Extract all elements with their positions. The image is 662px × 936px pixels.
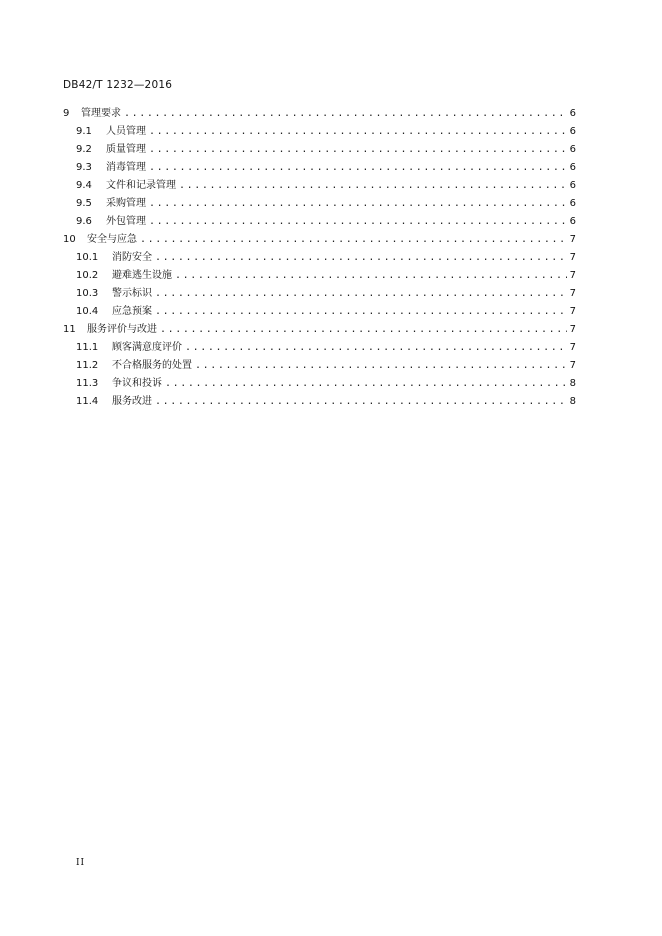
toc-entry-number: 11.4 — [76, 396, 99, 407]
toc-dot-leader — [149, 159, 567, 177]
toc-dot-leader — [149, 141, 567, 159]
document-code: DB42/T 1232—2016 — [63, 79, 173, 91]
page-number: II — [76, 858, 86, 868]
toc-entry-title: 管理要求 — [81, 108, 121, 119]
toc-entry-number: 10.4 — [76, 306, 99, 317]
toc-entry-number: 9.3 — [76, 162, 92, 173]
toc-entry-9-5[interactable] — [63, 195, 576, 213]
toc-entry-title: 服务改进 — [112, 396, 152, 407]
toc-entry-number: 9.5 — [76, 198, 92, 209]
toc-entry-9[interactable] — [63, 105, 576, 123]
toc-entry-page: 7 — [569, 360, 576, 371]
toc-dot-leader — [195, 357, 567, 375]
toc-entry-number: 10.3 — [76, 288, 99, 299]
toc-entry-page: 6 — [569, 108, 576, 119]
toc-entry-page: 8 — [569, 396, 576, 407]
toc-entry-number: 10 — [63, 234, 76, 245]
toc-entry-title: 采购管理 — [106, 198, 146, 209]
toc-entry-9-4[interactable] — [63, 177, 576, 195]
toc-entry-title: 质量管理 — [106, 144, 146, 155]
toc-entry-title: 文件和记录管理 — [106, 180, 176, 191]
toc-dot-leader — [140, 231, 567, 249]
toc-dot-leader — [124, 105, 567, 123]
toc-entry-title: 服务评价与改进 — [87, 324, 157, 335]
toc-dot-leader — [155, 393, 567, 411]
toc-entry-number: 9.1 — [76, 126, 92, 137]
toc-entry-title: 不合格服务的处置 — [112, 360, 192, 371]
toc-entry-number: 9.6 — [76, 216, 92, 227]
toc-entry-number: 9 — [63, 108, 70, 119]
toc-entry-page: 7 — [569, 324, 576, 335]
toc-entry-title: 消毒管理 — [106, 162, 146, 173]
toc-entry-number: 10.2 — [76, 270, 99, 281]
toc-entry-10-1[interactable] — [63, 249, 576, 267]
toc-dot-leader — [155, 249, 567, 267]
toc-dot-leader — [165, 375, 567, 393]
toc-entry-10-3[interactable] — [63, 285, 576, 303]
toc-entry-title: 警示标识 — [112, 288, 152, 299]
toc-entry-11-4[interactable] — [63, 393, 576, 411]
toc-entry-9-3[interactable] — [63, 159, 576, 177]
toc-dot-leader — [149, 213, 567, 231]
toc-entry-title: 安全与应急 — [87, 234, 137, 245]
toc-entry-page: 6 — [569, 180, 576, 191]
toc-entry-11-1[interactable] — [63, 339, 576, 357]
toc-entry-title: 消防安全 — [112, 252, 152, 263]
toc-entry-10-2[interactable] — [63, 267, 576, 285]
toc-entry-11-3[interactable] — [63, 375, 576, 393]
toc-dot-leader — [185, 339, 567, 357]
toc-dot-leader — [179, 177, 567, 195]
toc-entry-page: 6 — [569, 126, 576, 137]
toc-entry-9-1[interactable] — [63, 123, 576, 141]
toc-entry-title: 争议和投诉 — [112, 378, 162, 389]
toc-entry-page: 7 — [569, 252, 576, 263]
toc-entry-number: 11.3 — [76, 378, 99, 389]
toc-entry-page: 7 — [569, 306, 576, 317]
toc-entry-title: 应急预案 — [112, 306, 152, 317]
toc-entry-number: 9.2 — [76, 144, 92, 155]
toc-entry-title: 避难逃生设施 — [112, 270, 172, 281]
toc-entry-10[interactable] — [63, 231, 576, 249]
toc-entry-page: 7 — [569, 234, 576, 245]
toc-entry-title: 人员管理 — [106, 126, 146, 137]
toc-entry-page: 6 — [569, 198, 576, 209]
toc-entry-10-4[interactable] — [63, 303, 576, 321]
toc-entry-9-2[interactable] — [63, 141, 576, 159]
toc-entry-number: 10.1 — [76, 252, 99, 263]
toc-entry-title: 外包管理 — [106, 216, 146, 227]
toc-entry-11-2[interactable] — [63, 357, 576, 375]
toc-dot-leader — [149, 123, 567, 141]
toc-entry-page: 6 — [569, 216, 576, 227]
toc-dot-leader — [149, 195, 567, 213]
toc-entry-number: 9.4 — [76, 180, 92, 191]
toc-entry-page: 6 — [569, 162, 576, 173]
toc-entry-number: 11.2 — [76, 360, 99, 371]
toc-entry-number: 11.1 — [76, 342, 99, 353]
toc-dot-leader — [155, 285, 567, 303]
toc-entry-page: 6 — [569, 144, 576, 155]
toc-entry-page: 7 — [569, 288, 576, 299]
toc-entry-page: 7 — [569, 270, 576, 281]
toc-dot-leader — [155, 303, 567, 321]
toc-entry-11[interactable] — [63, 321, 576, 339]
toc-entry-9-6[interactable] — [63, 213, 576, 231]
table-of-contents — [63, 105, 576, 411]
toc-entry-title: 顾客满意度评价 — [112, 342, 182, 353]
toc-entry-number: 11 — [63, 324, 76, 335]
toc-dot-leader — [160, 321, 567, 339]
toc-entry-page: 8 — [569, 378, 576, 389]
toc-entry-page: 7 — [569, 342, 576, 353]
toc-dot-leader — [175, 267, 567, 285]
